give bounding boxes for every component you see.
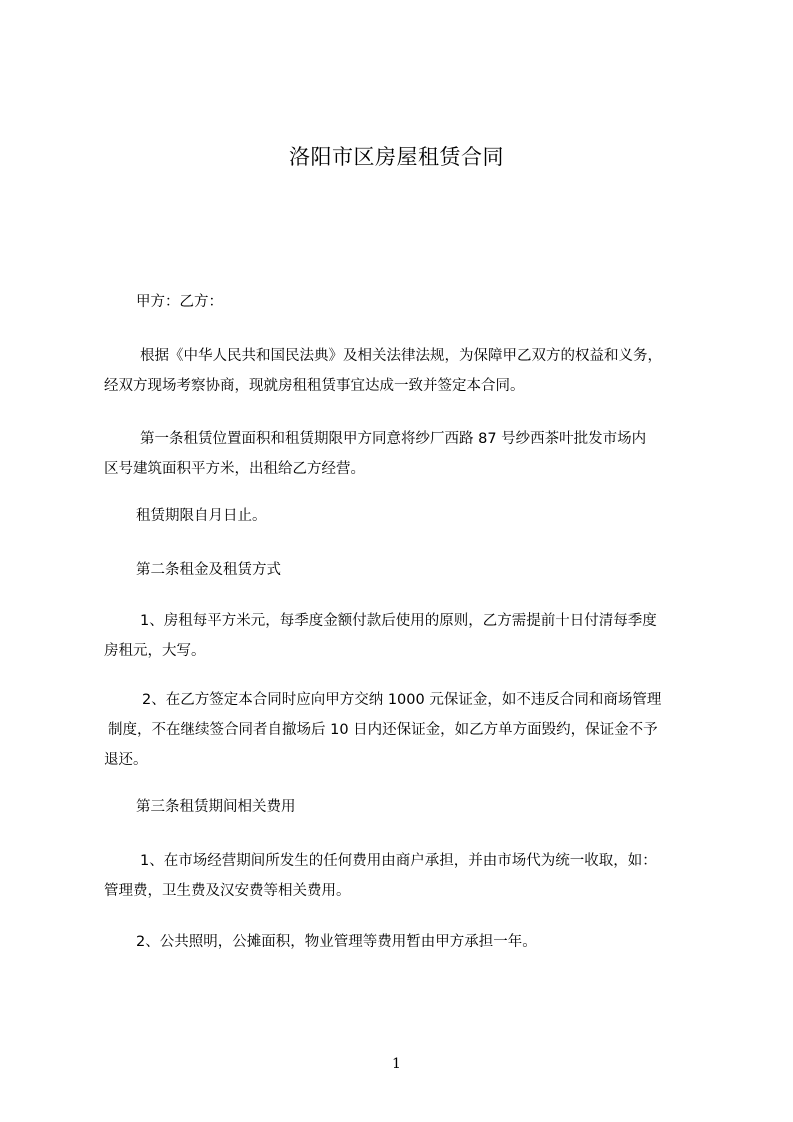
paragraph-line: 第二条租金及租赁方式 — [136, 562, 281, 578]
article-3-clause-1 — [104, 846, 704, 906]
paragraph-line: 1、在市场经营期间所发生的任何费用由商户承担，并由市场代为统一收取，如： — [140, 853, 657, 869]
article-1-paragraph — [104, 424, 704, 484]
paragraph-line: 第三条租赁期间相关费用 — [136, 799, 296, 815]
paragraph-line: 2、公共照明，公摊面积，物业管理等费用暂由甲方承担一年。 — [136, 934, 537, 950]
article-2-heading — [104, 555, 704, 585]
paragraph-line: 区号建筑面积平方米，出租给乙方经营。 — [104, 461, 365, 477]
paragraph-line: 退还。 — [104, 752, 148, 768]
page-number: 1 — [392, 1056, 401, 1072]
article-2-clause-2 — [104, 685, 704, 775]
paragraph-line: 管理费，卫生费及汉安费等相关费用。 — [104, 883, 351, 899]
paragraph-line: 房租元，大写。 — [104, 643, 206, 659]
document-title: 洛阳市区房屋租赁合同 — [289, 145, 504, 169]
paragraph-line: 根据《中华人民共和国民法典》及相关法律法规，为保障甲乙双方的权益和义务， — [140, 348, 662, 364]
preamble-paragraph — [104, 341, 704, 401]
paragraph-line: 1、房租每平方米元，每季度金额付款后使用的原则，乙方需提前十日付清每季度 — [140, 613, 657, 629]
article-3-clause-2 — [104, 927, 704, 957]
paragraph-line: 第一条租赁位置面积和租赁期限甲方同意将纱厂西路 87 号纱西茶叶批发市场内 — [140, 431, 647, 447]
parties-paragraph — [104, 287, 704, 317]
paragraph-line: 2、在乙方签定本合同时应向甲方交纳 1000 元保证金，如不违反合同和商场管理 — [142, 692, 662, 708]
article-3-heading — [104, 792, 704, 822]
lease-term-paragraph — [104, 501, 704, 531]
paragraph-line: 经双方现场考察协商，现就房租租赁事宜达成一致并签定本合同。 — [104, 378, 525, 394]
paragraph-line: 甲方：乙方： — [136, 294, 223, 310]
paragraph-line: 制度，不在继续签合同者自撤场后 10 日内还保证金，如乙方单方面毁约，保证金不予 — [108, 722, 658, 738]
paragraph-line: 租赁期限自月日止。 — [136, 508, 267, 524]
article-2-clause-1 — [104, 606, 704, 666]
